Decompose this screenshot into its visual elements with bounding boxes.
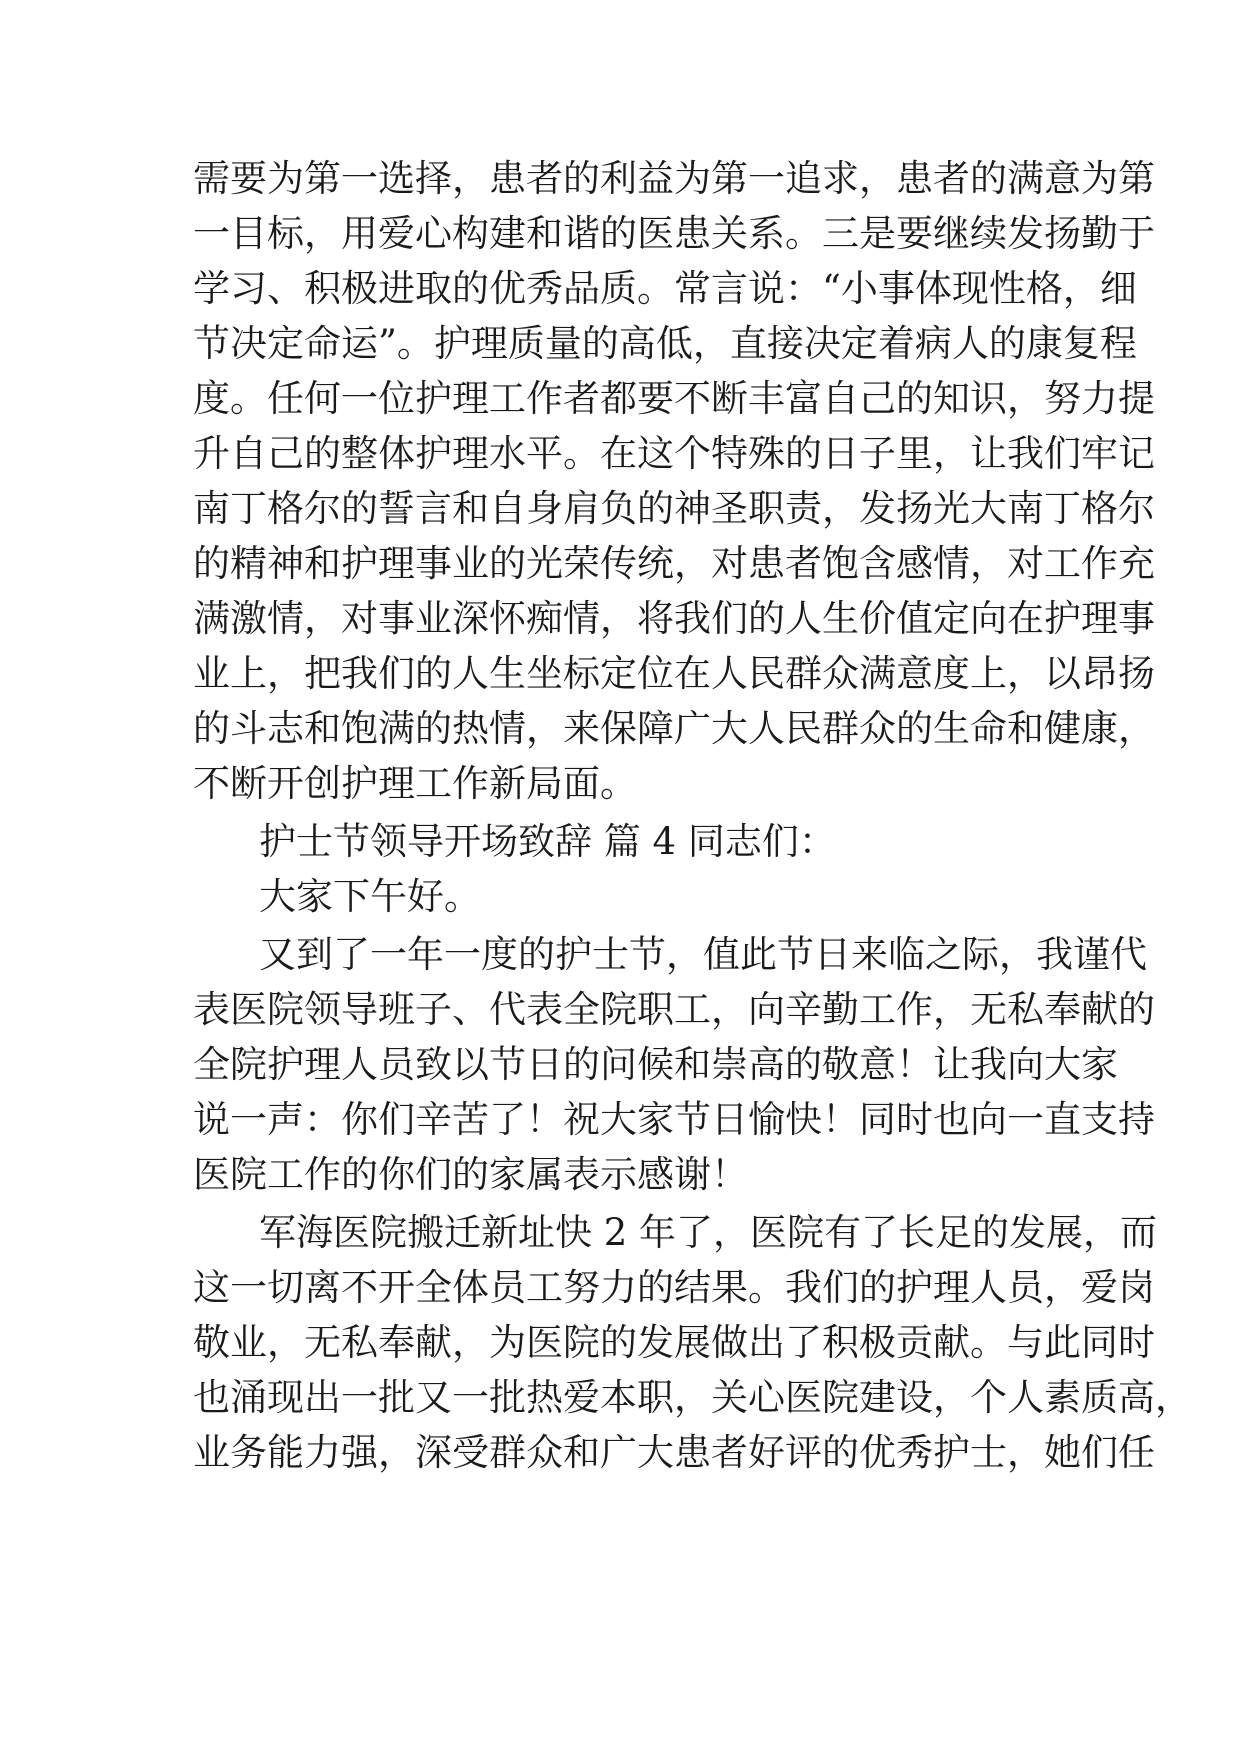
text-line: 的精神和护理事业的光荣传统，对患者饱含感情，对工作充: [193, 542, 1155, 585]
text-line: 医院工作的你们的家属表示感谢！: [193, 1153, 748, 1196]
text-line: 敬业，无私奉献，为医院的发展做出了积极贡献。与此同时: [193, 1321, 1155, 1364]
text-line: 军海医院搬迁新址快 2 年了，医院有了长足的发展，而: [259, 1211, 1158, 1254]
text-line: 说一声：你们辛苦了！祝大家节日愉快！同时也向一直支持: [193, 1098, 1155, 1141]
text-line: 这一切离不开全体员工努力的结果。我们的护理人员，爱岗: [193, 1266, 1155, 1309]
text-line: 满激情，对事业深怀痴情，将我们的人生价值定向在护理事: [193, 597, 1155, 640]
text-line: 业上，把我们的人生坐标定位在人民群众满意度上，以昂扬: [193, 652, 1155, 695]
text-line: 全院护理人员致以节日的问候和崇高的敬意！让我向大家: [193, 1043, 1118, 1086]
text-line: 不断开创护理工作新局面。: [193, 762, 637, 805]
text-line: 节决定命运”。护理质量的高低，直接决定着病人的康复程: [193, 322, 1137, 365]
text-line: 表医院领导班子、代表全院职工，向辛勤工作，无私奉献的: [193, 988, 1155, 1031]
text-line: 学习、积极进取的优秀品质。常言说：“小事体现性格，细: [193, 267, 1137, 310]
greeting-line: 大家下午好。: [259, 875, 481, 918]
text-line: 也涌现出一批又一批热爱本职，关心医院建设，个人素质高，: [193, 1376, 1192, 1419]
text-line: 需要为第一选择，患者的利益为第一追求，患者的满意为第: [193, 157, 1155, 200]
text-line: 又到了一年一度的护士节，值此节日来临之际，我谨代: [259, 933, 1147, 976]
text-line: 度。任何一位护理工作者都要不断丰富自己的知识，努力提: [193, 377, 1155, 420]
section-heading: 护士节领导开场致辞 篇 4 同志们：: [259, 820, 836, 863]
text-line: 一目标，用爱心构建和谐的医患关系。三是要继续发扬勤于: [193, 212, 1155, 255]
text-line: 南丁格尔的誓言和自身肩负的神圣职责，发扬光大南丁格尔: [193, 487, 1155, 530]
text-line: 业务能力强，深受群众和广大患者好评的优秀护士，她们任: [193, 1431, 1155, 1474]
text-line: 的斗志和饱满的热情，来保障广大人民群众的生命和健康，: [193, 707, 1155, 750]
text-line: 升自己的整体护理水平。在这个特殊的日子里，让我们牢记: [193, 432, 1155, 475]
